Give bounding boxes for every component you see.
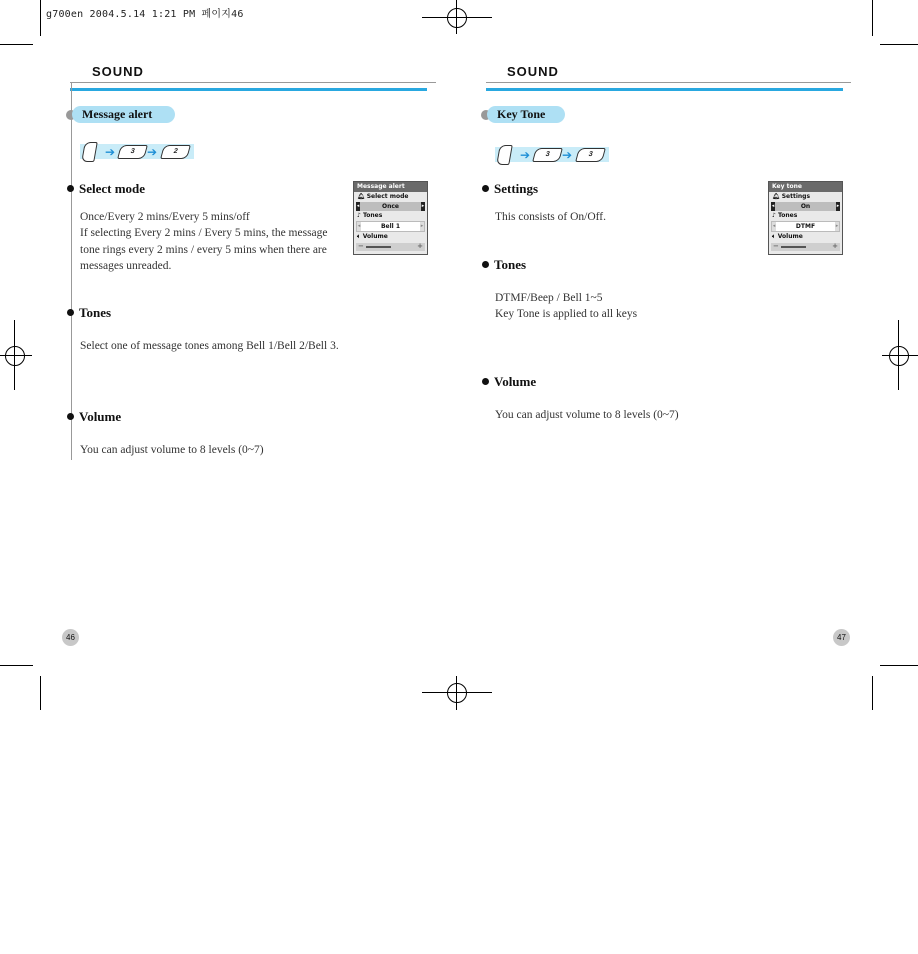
- heading-select-mode: Select mode: [67, 181, 145, 197]
- arrow-right-icon: ➔: [147, 145, 158, 159]
- crop-mark: [872, 676, 873, 710]
- screen-item: 🔈︎ Volume: [357, 233, 388, 240]
- crop-mark: [0, 665, 33, 666]
- arrow-right-icon: ➔: [562, 148, 573, 162]
- screen-item: ♪ Tones: [772, 212, 798, 219]
- volume-fill: [366, 246, 391, 248]
- speaker-icon: 🔈︎: [357, 233, 361, 240]
- page-number: 46: [62, 629, 79, 646]
- body-volume: You can adjust volume to 8 levels (0~7): [495, 409, 679, 421]
- body-volume: You can adjust volume to 8 levels (0~7): [80, 444, 264, 456]
- bullet: [482, 261, 489, 268]
- header-accent-rule: [486, 88, 843, 91]
- screen-item: 🔔︎ Select mode: [357, 193, 409, 200]
- bullet: [482, 185, 489, 192]
- page-number: 47: [833, 629, 850, 646]
- screen-title: Key tone: [769, 182, 842, 192]
- margin-rule: [71, 82, 72, 460]
- phone-screen-message-alert: [353, 181, 428, 255]
- bullet: [67, 413, 74, 420]
- section-title: SOUND: [92, 64, 144, 79]
- music-note-icon: ♪: [772, 212, 776, 219]
- volume-fill: [781, 246, 806, 248]
- section-title: SOUND: [507, 64, 559, 79]
- music-note-icon: ♪: [357, 212, 361, 219]
- menu-key-icon: [81, 142, 98, 162]
- bullet: [67, 309, 74, 316]
- heading-settings: Settings: [482, 181, 538, 197]
- screen-item: 🔔︎ Settings: [772, 193, 811, 200]
- screen-value: ◂ Bell 1 ▸: [357, 223, 424, 230]
- crop-mark: [40, 676, 41, 710]
- screen-item: ♪ Tones: [357, 212, 383, 219]
- phone-screen-key-tone: [768, 181, 843, 255]
- crop-mark: [880, 665, 918, 666]
- speaker-icon: 🔈︎: [772, 233, 776, 240]
- body-settings: This consists of On/Off.: [495, 211, 606, 223]
- header-accent-rule: [70, 88, 427, 91]
- menu-key-icon: [496, 145, 513, 165]
- feature-label: Key Tone: [487, 106, 565, 123]
- heading-tones: Tones: [67, 305, 111, 321]
- bullet: [67, 185, 74, 192]
- heading-volume: Volume: [482, 374, 536, 390]
- bullet: [482, 378, 489, 385]
- header-rule: [70, 82, 436, 83]
- header-rule: [486, 82, 851, 83]
- crop-mark: [872, 0, 873, 36]
- bell-icon: 🔔︎: [357, 193, 365, 200]
- crop-mark: [40, 0, 41, 36]
- crop-mark: [880, 44, 918, 45]
- body-tones: Select one of message tones among Bell 1/Bell 2/Bell 3.: [80, 340, 339, 352]
- screen-value: ◂ Once ▸: [356, 203, 425, 210]
- number-key-icon: 3: [532, 148, 563, 162]
- number-key-icon: 3: [575, 148, 606, 162]
- feature-label: Message alert: [72, 106, 175, 123]
- number-key-icon: 2: [160, 145, 191, 159]
- crop-mark: [0, 44, 33, 45]
- arrow-right-icon: ➔: [520, 148, 531, 162]
- body-select-mode: Once/Every 2 mins/Every 5 mins/off If selecting Every 2 mins / Every 5 mins, the message tone rings every 2 mins / every 5 mins when there are messages unreaded.: [80, 211, 328, 272]
- arrow-right-icon: ➔: [105, 145, 116, 159]
- screen-title: Message alert: [354, 182, 427, 192]
- bell-icon: 🔔︎: [772, 193, 780, 200]
- screen-value: ◂ On ▸: [771, 203, 840, 210]
- volume-bar: − +: [358, 242, 423, 250]
- volume-bar: − +: [773, 242, 838, 250]
- body-tones: DTMF/Beep / Bell 1~5 Key Tone is applied to all keys: [495, 292, 638, 321]
- printer-mark: g700en 2004.5.14 1:21 PM 페이지46: [46, 9, 244, 20]
- heading-tones: Tones: [482, 257, 526, 273]
- heading-volume: Volume: [67, 409, 121, 425]
- number-key-icon: 3: [117, 145, 148, 159]
- screen-item: 🔈︎ Volume: [772, 233, 803, 240]
- screen-value: ◂ DTMF ▸: [772, 223, 839, 230]
